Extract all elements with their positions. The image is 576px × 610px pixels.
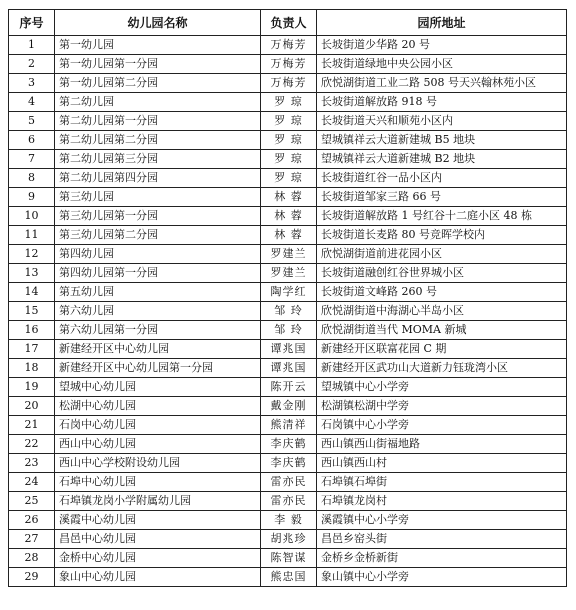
header-person: 负责人 <box>261 10 317 36</box>
row-index: 18 <box>9 359 55 378</box>
row-index: 23 <box>9 454 55 473</box>
kindergarten-name: 第六幼儿园 <box>55 302 261 321</box>
row-index: 2 <box>9 55 55 74</box>
person-in-charge: 雷亦民 <box>261 492 317 511</box>
table-row <box>9 397 567 416</box>
address: 金桥乡金桥新街 <box>317 549 567 568</box>
kindergarten-name: 西山中心幼儿园 <box>55 435 261 454</box>
person-in-charge: 谭兆国 <box>261 359 317 378</box>
row-index: 8 <box>9 169 55 188</box>
table-row <box>9 359 567 378</box>
person-in-charge: 林 蓉 <box>261 188 317 207</box>
table-row <box>9 226 567 245</box>
row-index: 1 <box>9 36 55 55</box>
address: 溪霞镇中心小学旁 <box>317 511 567 530</box>
header-index: 序号 <box>9 10 55 36</box>
person-in-charge: 罗建兰 <box>261 245 317 264</box>
person-in-charge: 谭兆国 <box>261 340 317 359</box>
person-in-charge: 陶学红 <box>261 283 317 302</box>
row-index: 28 <box>9 549 55 568</box>
table-row <box>9 36 567 55</box>
table-row <box>9 549 567 568</box>
kindergarten-name: 石埠中心幼儿园 <box>55 473 261 492</box>
person-in-charge: 万梅芳 <box>261 74 317 93</box>
person-in-charge: 罗 琼 <box>261 112 317 131</box>
table-row <box>9 511 567 530</box>
table-row <box>9 93 567 112</box>
table-row <box>9 188 567 207</box>
table-row <box>9 473 567 492</box>
person-in-charge: 万梅芳 <box>261 55 317 74</box>
kindergarten-name: 第二幼儿园第四分园 <box>55 169 261 188</box>
table-row <box>9 530 567 549</box>
kindergarten-name: 第二幼儿园第三分园 <box>55 150 261 169</box>
table-row <box>9 74 567 93</box>
kindergarten-name: 西山中心学校附设幼儿园 <box>55 454 261 473</box>
table-row <box>9 131 567 150</box>
row-index: 15 <box>9 302 55 321</box>
address: 石埠镇石埠街 <box>317 473 567 492</box>
table-row <box>9 492 567 511</box>
kindergarten-name: 石埠镇龙岗小学附属幼儿园 <box>55 492 261 511</box>
row-index: 20 <box>9 397 55 416</box>
address: 新建经开区联富花园 C 期 <box>317 340 567 359</box>
header-name: 幼儿园名称 <box>55 10 261 36</box>
table-row <box>9 321 567 340</box>
person-in-charge: 罗 琼 <box>261 93 317 112</box>
address: 西山镇西山街福地路 <box>317 435 567 454</box>
kindergarten-name: 第三幼儿园第二分园 <box>55 226 261 245</box>
row-index: 25 <box>9 492 55 511</box>
table-row <box>9 454 567 473</box>
kindergarten-name: 望城中心幼儿园 <box>55 378 261 397</box>
person-in-charge: 胡兆珍 <box>261 530 317 549</box>
kindergarten-name: 第五幼儿园 <box>55 283 261 302</box>
address: 欣悦湖街道前进花园小区 <box>317 245 567 264</box>
address: 长坡街道解放路 918 号 <box>317 93 567 112</box>
address: 长坡街道天兴和顺苑小区内 <box>317 112 567 131</box>
person-in-charge: 雷亦民 <box>261 473 317 492</box>
kindergarten-name: 第一幼儿园 <box>55 36 261 55</box>
kindergarten-name: 第二幼儿园 <box>55 93 261 112</box>
person-in-charge: 李庆鹤 <box>261 454 317 473</box>
row-index: 29 <box>9 568 55 587</box>
table-row <box>9 264 567 283</box>
table-row <box>9 435 567 454</box>
row-index: 7 <box>9 150 55 169</box>
address: 昌邑乡窑头街 <box>317 530 567 549</box>
address: 长坡街道绿地中央公园小区 <box>317 55 567 74</box>
kindergarten-name: 第三幼儿园 <box>55 188 261 207</box>
kindergarten-name: 新建经开区中心幼儿园 <box>55 340 261 359</box>
row-index: 24 <box>9 473 55 492</box>
kindergarten-name: 第二幼儿园第二分园 <box>55 131 261 150</box>
kindergarten-table <box>8 9 567 587</box>
row-index: 9 <box>9 188 55 207</box>
address: 松湖镇松湖中学旁 <box>317 397 567 416</box>
table-row <box>9 150 567 169</box>
table-row <box>9 340 567 359</box>
person-in-charge: 熊清祥 <box>261 416 317 435</box>
person-in-charge: 陈智谋 <box>261 549 317 568</box>
kindergarten-name: 昌邑中心幼儿园 <box>55 530 261 549</box>
row-index: 22 <box>9 435 55 454</box>
person-in-charge: 李 毅 <box>261 511 317 530</box>
address: 欣悦湖街道工业二路 508 号天兴翰林苑小区 <box>317 74 567 93</box>
table-row <box>9 283 567 302</box>
kindergarten-name: 石岗中心幼儿园 <box>55 416 261 435</box>
table-row <box>9 245 567 264</box>
person-in-charge: 罗 琼 <box>261 150 317 169</box>
table-row <box>9 112 567 131</box>
person-in-charge: 邹 玲 <box>261 321 317 340</box>
kindergarten-name: 第四幼儿园第一分园 <box>55 264 261 283</box>
person-in-charge: 林 蓉 <box>261 226 317 245</box>
kindergarten-name: 第三幼儿园第一分园 <box>55 207 261 226</box>
table-row <box>9 302 567 321</box>
row-index: 4 <box>9 93 55 112</box>
address: 象山镇中心小学旁 <box>317 568 567 587</box>
kindergarten-name: 金桥中心幼儿园 <box>55 549 261 568</box>
address: 石岗镇中心小学旁 <box>317 416 567 435</box>
person-in-charge: 熊忠国 <box>261 568 317 587</box>
person-in-charge: 戴金刚 <box>261 397 317 416</box>
person-in-charge: 万梅芳 <box>261 36 317 55</box>
row-index: 27 <box>9 530 55 549</box>
person-in-charge: 罗 琼 <box>261 131 317 150</box>
table-row <box>9 207 567 226</box>
row-index: 26 <box>9 511 55 530</box>
person-in-charge: 罗 琼 <box>261 169 317 188</box>
address: 长坡街道少华路 20 号 <box>317 36 567 55</box>
person-in-charge: 林 蓉 <box>261 207 317 226</box>
address: 西山镇西山村 <box>317 454 567 473</box>
address: 长坡街道解放路 1 号红谷十二庭小区 48 栋 <box>317 207 567 226</box>
address: 望城镇祥云大道新建城 B2 地块 <box>317 150 567 169</box>
address: 欣悦湖街道当代 MOMA 新城 <box>317 321 567 340</box>
address: 石埠镇龙岗村 <box>317 492 567 511</box>
row-index: 6 <box>9 131 55 150</box>
address: 长坡街道邹家三路 66 号 <box>317 188 567 207</box>
row-index: 21 <box>9 416 55 435</box>
header-address: 园所地址 <box>317 10 567 36</box>
row-index: 17 <box>9 340 55 359</box>
row-index: 10 <box>9 207 55 226</box>
kindergarten-name: 第一幼儿园第一分园 <box>55 55 261 74</box>
person-in-charge: 邹 玲 <box>261 302 317 321</box>
row-index: 3 <box>9 74 55 93</box>
address: 长坡街道融创红谷世界城小区 <box>317 264 567 283</box>
table-row <box>9 55 567 74</box>
kindergarten-name: 第六幼儿园第一分园 <box>55 321 261 340</box>
row-index: 5 <box>9 112 55 131</box>
row-index: 19 <box>9 378 55 397</box>
person-in-charge: 罗建兰 <box>261 264 317 283</box>
kindergarten-name: 第一幼儿园第二分园 <box>55 74 261 93</box>
table-row <box>9 568 567 587</box>
address: 长坡街道红谷一品小区内 <box>317 169 567 188</box>
row-index: 12 <box>9 245 55 264</box>
kindergarten-name: 第二幼儿园第一分园 <box>55 112 261 131</box>
kindergarten-name: 松湖中心幼儿园 <box>55 397 261 416</box>
kindergarten-name: 象山中心幼儿园 <box>55 568 261 587</box>
table-row <box>9 416 567 435</box>
address: 欣悦湖街道中海湖心半岛小区 <box>317 302 567 321</box>
table-header-row <box>9 10 567 36</box>
table-row <box>9 378 567 397</box>
row-index: 11 <box>9 226 55 245</box>
address: 望城镇中心小学旁 <box>317 378 567 397</box>
row-index: 16 <box>9 321 55 340</box>
kindergarten-name: 溪霞中心幼儿园 <box>55 511 261 530</box>
address: 新建经开区武功山大道新力钰珑湾小区 <box>317 359 567 378</box>
table-body <box>9 36 567 587</box>
address: 望城镇祥云大道新建城 B5 地块 <box>317 131 567 150</box>
kindergarten-name: 新建经开区中心幼儿园第一分园 <box>55 359 261 378</box>
person-in-charge: 李庆鹤 <box>261 435 317 454</box>
address: 长坡街道文峰路 260 号 <box>317 283 567 302</box>
address: 长坡街道长麦路 80 号竞晖学校内 <box>317 226 567 245</box>
table-row <box>9 169 567 188</box>
kindergarten-name: 第四幼儿园 <box>55 245 261 264</box>
person-in-charge: 陈开云 <box>261 378 317 397</box>
row-index: 13 <box>9 264 55 283</box>
row-index: 14 <box>9 283 55 302</box>
